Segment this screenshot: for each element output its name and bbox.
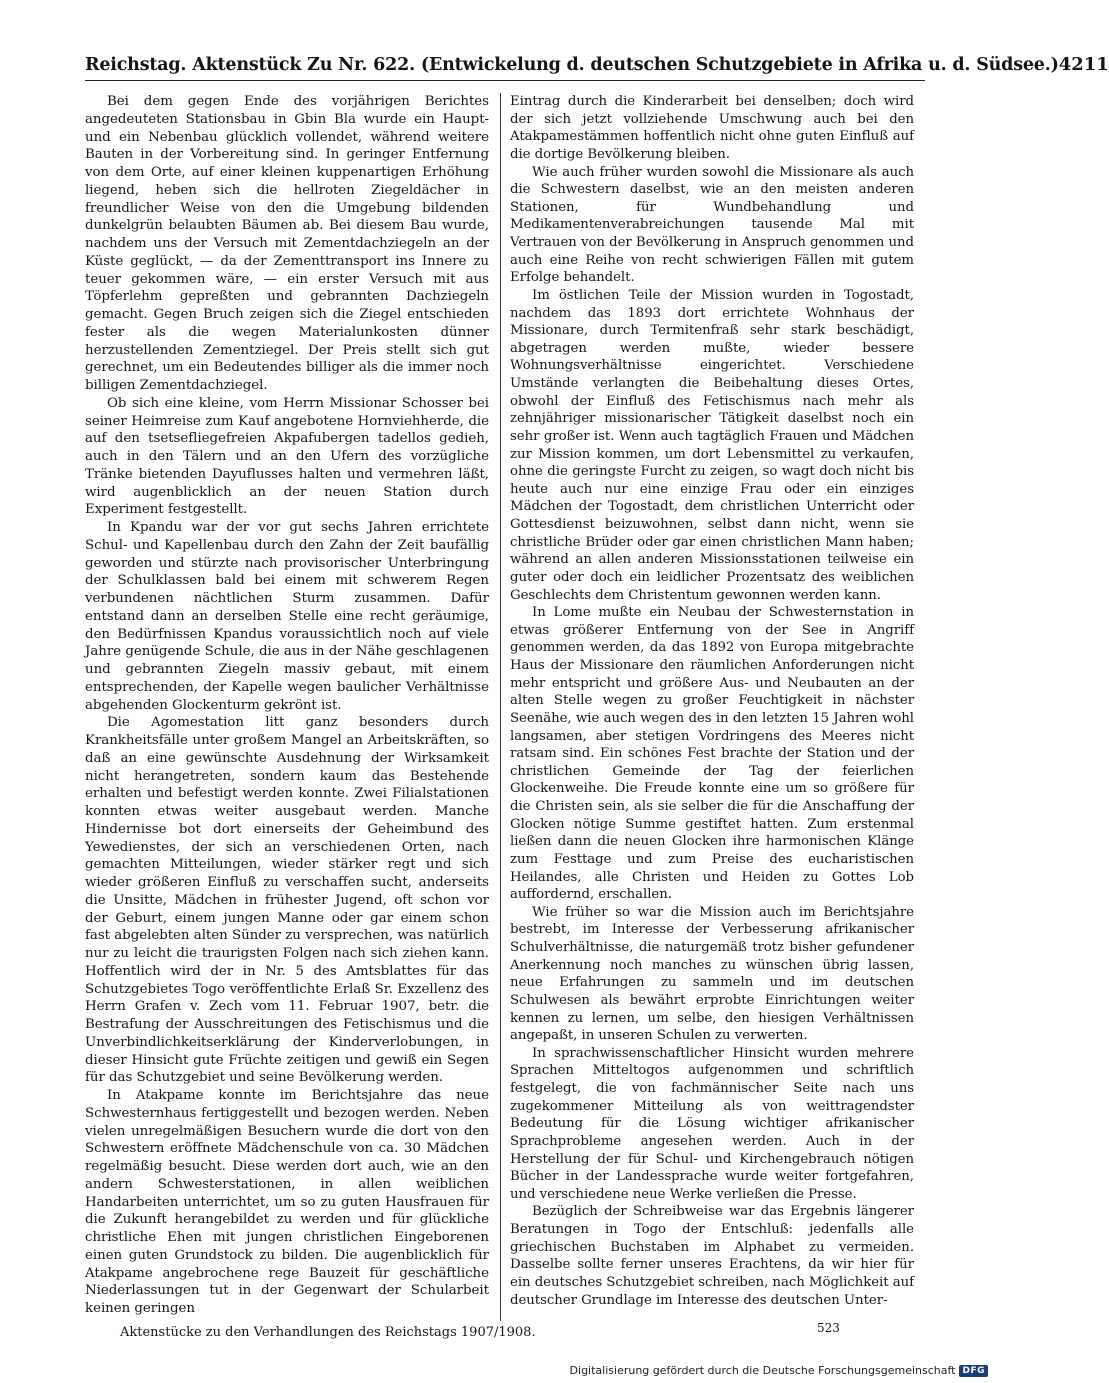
digitization-notice — [570, 1364, 988, 1377]
paragraph: In sprachwissenschaftlicher Hinsicht wurden mehrere Sprachen Mitteltogos aufgenommen und schriftlich festgelegt, die von fachmännischer Seite nach uns zugekommener Mitteilung als von weittragendster Bedeutung für die Lösung wichtiger afrikanischer Sprachprobleme angesehen werden. Auch in der Herstellung der für Schul- und Kirchengebrauch nötigen Bücher in der Landessprache wurde weiter fortgefahren, und verschiedene neue Werke verließen die Presse. — [510, 1045, 914, 1202]
paragraph: Wie früher so war die Mission auch im Berichtsjahre bestrebt, im Interesse der Verbesserung afrikanischer Schulverhältnisse, die naturgemäß trotz bisher gefundener Anerkennung noch manches zu wünschen übrig lassen, neue Erfahrungen zu sammeln und im deutschen Schulwesen als bewährt erprobte Einrichtungen weiter kennen zu lernen, um selbe, den hiesigen Verhältnissen angepaßt, in unseren Schulen zu verwerten. — [510, 904, 914, 1044]
page-number: 4211 — [1058, 54, 1109, 75]
left-column — [85, 93, 489, 1318]
paragraph: In Kpandu war der vor gut sechs Jahren errichtete Schul- und Kapellenbau durch den Zahn der Zeit baufällig geworden und stürzte nach provisorischer Unterbringung der Schulklassen bald bei einem mit schwerem Regen verbundenen nächtlichen Sturm zusammen. Dafür entstand dann an derselben Stelle eine recht geräumige, den Bedürfnissen Kpandus voraussichtlich noch auf viele Jahre genügende Schule, die aus in der Nähe geschlagenen und gebrannten Ziegeln massiv gebaut, mit einem entsprechenden, der Kapelle wegen baulicher Verhältnisse abgehenden Glockenturm gekrönt ist. — [85, 520, 489, 713]
paragraph: Ob sich eine kleine, vom Herrn Missionar Schosser bei seiner Heimreise zum Kauf angebotene Hornviehherde, die auf den tsetsefliegefreien Akpafubergen tadellos gedieh, auch in den Tälern und an den Ufern des vorzügliche Tränke bietenden Dayuflusses halten und vermehren läßt, wird augenblicklich an der neuen Station durch Experiment festgestellt. — [85, 395, 489, 518]
paragraph: In Atakpame konnte im Berichtsjahre das neue Schwesternhaus fertiggestellt und bezogen werden. Neben vielen unregelmäßigen Besuchern wurde die dort von den Schwestern eröffnete Mädchenschule von ca. 30 Mädchen regelmäßig besucht. Diese werden dort auch, wie an den andern Schwesterstationen, in allen weiblichen Handarbeiten unterrichtet, um so zu guten Hausfrauen für die Zukunft herangebildet zu werden und für glückliche christliche Ehen mit jungen christlichen Eingeborenen einen guten Grundstock zu bilden. Die augenblicklich für Atakpame angebrochene rege Bauzeit für geschäftliche Niederlassungen tut in der Gegenwart der Schularbeit keinen geringen — [85, 1088, 489, 1316]
paragraph: Bei dem gegen Ende des vorjährigen Berichtes angedeuteten Stationsbau in Gbin Bla wurde ein Haupt- und ein Nebenbau glücklich vollendet, während weitere Bauten in der Vorbereitung sind. In geringer Entfernung von dem Orte, auf einer kleinen kuppenartigen Erhöhung liegend, heben sich die hellroten Ziegeldächer in freundlicher Weise von den die Umgebung bildenden dunkelgrün belaubten Bäumen ab. Bei diesem Bau wurde, nachdem uns der Versuch mit Zementdachziegeln an der Küste geglückt, — da der Zementtransport ins Innere zu teuer gekommen wäre, — ein erster Versuch mit aus Töpferlehm gepreßten und gebrannten Dachziegeln gemacht. Gegen Bruch zeigen sich die Ziegel entschieden fester als die wegen Materialunkosten dünner herzustellenden Zementziegel. Der Preis stellt sich gut gerechnet, um ein Bedeutendes billiger als die immer noch billigen Zementdachziegel. — [85, 94, 489, 393]
footer-sheet-number: 523 — [817, 1321, 840, 1335]
paragraph: Im östlichen Teile der Mission wurden in Togostadt, nachdem das 1893 dort errichtete Wohnhaus der Missionare, durch Termitenfraß sehr stark beschädigt, abgetragen werden mußte, wieder bessere Wohnungsverhältnisse eingerichtet. Verschiedene Umstände verlangten die Beibehaltung dieses Ortes, obwohl der Einfluß des Fetischismus nach mehr als zehnjähriger missionarischer Tätigkeit daselbst noch ein sehr großer ist. Wenn auch tagtäglich Frauen und Mädchen zur Mission kommen, um dort Lebensmittel zu verkaufen, ohne die geringste Furcht zu zeigen, so wagt doch nicht bis heute auch nur eine einzige Frau oder ein einziges Mädchen der Togostadt, dem christlichen Unterricht oder Gottesdienst beizuwohnen, selbst dann nicht, wenn sie christliche Brüder oder gar einen christlichen Mann haben; während an allen anderen Missionsstationen teilweise ein guter oder doch ein leidlicher Prozentsatz des weiblichen Geschlechts dem Christentum gewonnen werden kann. — [510, 287, 914, 603]
paragraph: Eintrag durch die Kinderarbeit bei denselben; doch wird der sich jetzt vollziehende Umschwung auch bei den Atakpamestämmen hoffentlich nicht ohne guten Einfluß auf die dortige Bevölkerung bleiben. — [510, 94, 914, 162]
header-rule — [85, 80, 925, 81]
digitization-text: Digitalisierung gefördert durch die Deutsche Forschungsgemeinschaft — [569, 1364, 956, 1377]
right-column — [510, 93, 914, 1309]
paragraph: Wie auch früher wurden sowohl die Missionare als auch die Schwestern daselbst, wie an den meisten anderen Stationen, für Wundbehandlung und Medikamentenverabreichungen tausende Mal mit Vertrauen von der Bevölkerung in Anspruch genommen und auch eine Reihe von recht schwierigen Fällen mit gutem Erfolge behandelt. — [510, 164, 914, 286]
footer-source: Aktenstücke zu den Verhandlungen des Reichstags 1907/1908. — [120, 1325, 536, 1340]
dfg-logo-icon: DFG — [959, 1365, 988, 1377]
page-header — [85, 54, 1109, 75]
paragraph: Die Agomestation litt ganz besonders durch Krankheitsfälle unter großem Mangel an Arbeitskräften, so daß an eine gewünschte Ausdehnung der Wirksamkeit nicht herangetreten, sondern kaum das Bestehende erhalten und befestigt werden konnte. Zwei Filialstationen konnten etwas weiter ausgebaut werden. Manche Hindernisse bot dort einerseits der Geheimbund des Yewedienstes, der sich an verschiedenen Orten, nach gemachten Mitteilungen, wieder stärker regt und sich wieder größeren Einfluß zu verschaffen sucht, anderseits die Unsitte, Mädchen in frühester Jugend, oft schon vor der Geburt, einem jungen Manne oder gar einem schon fast abgelebten alten Sünder zu versprechen, was natürlich nur zu leicht die traurigsten Folgen nach sich ziehen kann. Hoffentlich wird der in Nr. 5 des Amtsblattes für das Schutzgebietes Togo veröffentlichte Erlaß Sr. Exzellenz des Herrn Grafen v. Zech vom 11. Februar 1907, betr. die Bestrafung der Ausschreitungen des Fetischismus und die Unverbindlichkeitserklärung der Kinderverlobungen, in dieser Hinsicht gute Früchte zeitigen und gewiß ein Segen für das Schutzgebiet und seine Bevölkerung werden. — [85, 715, 489, 1086]
column-divider — [500, 93, 501, 1321]
paragraph: In Lome mußte ein Neubau der Schwesternstation in etwas größerer Entfernung von der See in Angriff genommen werden, da das 1892 von Europa mitgebrachte Haus der Missionare den räumlichen Anforderungen nicht mehr entspricht und größere Aus- und Neubauten an der alten Stelle wegen zu großer Feuchtigkeit in nächster Seenähe, wie auch wegen des in den letzten 15 Jahren wohl langsamen, aber stetigen Vordringens des Meeres nicht ratsam sind. Ein schönes Fest brachte der Station und der christlichen Gemeinde der Tag der feierlichen Glockenweihe. Die Freude konnte eine um so größere für die Christen sein, als sie selber die für die Anschaffung der Glocken nötige Summe gestiftet hatten. Zum erstenmal ließen dann die neuen Glocken ihre harmonischen Klänge zum Festtage und zum Preise des eucharistischen Heilandes, alle Christen und Heiden zu Gottes Lob auffordernd, erschallen. — [510, 605, 914, 903]
paragraph: Bezüglich der Schreibweise war das Ergebnis längerer Beratungen in Togo der Entschluß: jedenfalls alle griechischen Buchstaben im Alphabet zu vermeiden. Dasselbe sollte ferner unseres Erachtens, da wir hier für ein deutsches Schutzgebiet schreiben, nach Möglichkeit auf deutscher Grundlage im Interesse des deutschen Unter- — [510, 1204, 914, 1308]
header-title: Reichstag. Aktenstück Zu Nr. 622. (Entwickelung d. deutschen Schutzgebiete in Afrika u. d. Südsee.) — [85, 55, 1059, 75]
